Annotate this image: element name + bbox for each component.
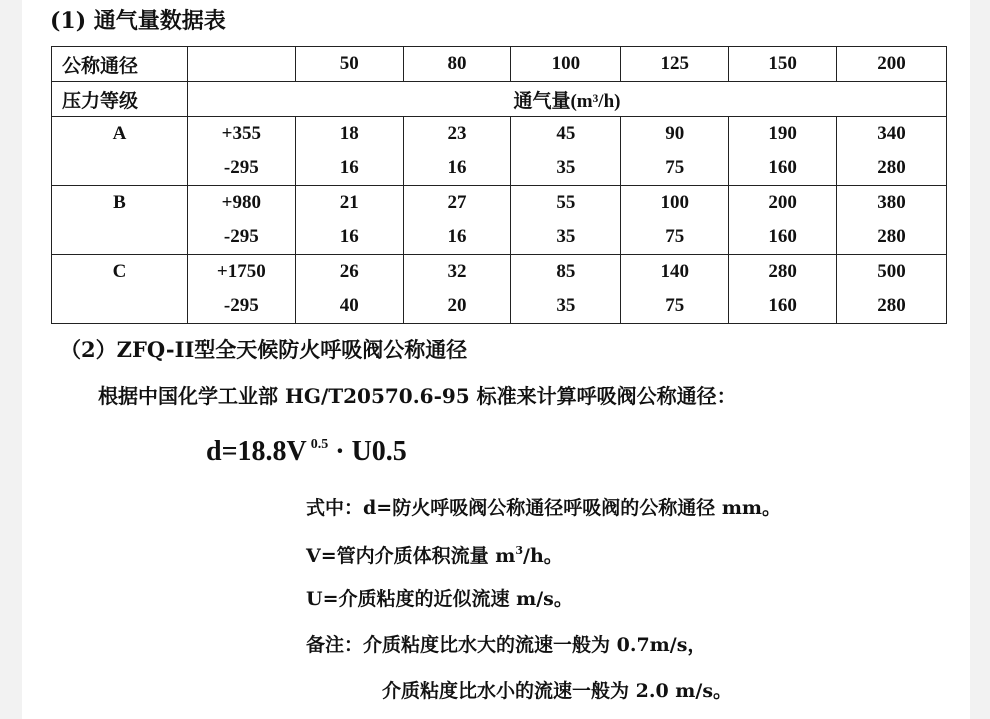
flow-value: 75 — [665, 157, 685, 178]
header-pressure-grade-label: 压力等级 — [52, 82, 188, 117]
formula-exponent: 0.5 — [310, 437, 329, 452]
remark-line-1: 备注：介质粘度比水大的流速一般为 0.7m/s， — [306, 634, 707, 656]
flow-cell — [621, 117, 729, 186]
flow-cell — [837, 117, 947, 186]
where-u-text: U=介质粘度的近似流速 m/s。 — [306, 588, 573, 610]
flow-value: 200 — [768, 192, 797, 213]
flow-cell — [403, 255, 511, 324]
where-v-text — [306, 536, 563, 571]
table-header-row — [52, 47, 947, 82]
flow-value: 32 — [447, 261, 467, 282]
where-v-exponent: 3 — [515, 544, 524, 557]
ventilation-data-table — [51, 46, 947, 324]
formula-main: d=18.8V — [206, 436, 307, 467]
flow-cell — [511, 255, 621, 324]
flow-value: 18 — [339, 123, 359, 144]
flow-value: 40 — [339, 295, 359, 316]
section-title-valve-diameter: （2）ZFQ-II型全天候防火呼吸阀公称通径 — [60, 337, 468, 362]
flow-cell — [511, 117, 621, 186]
flow-cell — [837, 186, 947, 255]
flow-value: 16 — [339, 226, 359, 247]
header-blank-cell — [187, 47, 295, 82]
flow-cell — [403, 186, 511, 255]
pressure-value: +1750 — [216, 261, 266, 282]
flow-value: 280 — [877, 157, 906, 178]
flow-value: 500 — [877, 261, 906, 282]
flow-value: 27 — [447, 192, 467, 213]
flow-value: 35 — [556, 295, 576, 316]
flow-cell — [729, 117, 837, 186]
flow-value: 75 — [665, 226, 685, 247]
flow-value: 16 — [447, 157, 467, 178]
flow-value: 16 — [339, 157, 359, 178]
flow-value: 340 — [877, 123, 906, 144]
table-row-group-a — [52, 117, 947, 186]
where-d-text: 式中：d=防火呼吸阀公称通径呼吸阀的公称通径 mm。 — [306, 497, 782, 519]
flow-value: 75 — [665, 295, 685, 316]
pressure-cell — [187, 117, 295, 186]
flow-cell — [403, 117, 511, 186]
where-v-main: V=管内介质体积流量 m — [306, 545, 516, 567]
flow-cell — [295, 117, 403, 186]
flow-value: 280 — [877, 295, 906, 316]
remark-line-2: 介质粘度比水小的流速一般为 2.0 m/s。 — [382, 680, 733, 702]
standard-intro-text: 根据中国化学工业部 HG/T20570.6-95 标准来计算呼吸阀公称通径： — [98, 384, 737, 408]
flow-cell — [621, 255, 729, 324]
flow-cell — [511, 186, 621, 255]
flow-value: 280 — [877, 226, 906, 247]
flow-value: 35 — [556, 226, 576, 247]
flow-value: 140 — [660, 261, 689, 282]
table-row-group-b — [52, 186, 947, 255]
grade-cell: B — [52, 186, 188, 255]
flow-value: 190 — [768, 123, 797, 144]
header-diameter-cell: 125 — [621, 47, 729, 82]
flow-cell — [295, 186, 403, 255]
flow-cell — [837, 255, 947, 324]
left-margin — [0, 0, 22, 719]
flow-cell — [621, 186, 729, 255]
flow-value: 85 — [556, 261, 576, 282]
pressure-cell — [187, 255, 295, 324]
header-diameter-cell: 100 — [511, 47, 621, 82]
where-v-tail: /h。 — [523, 545, 563, 567]
flow-cell — [729, 186, 837, 255]
pressure-value: +355 — [221, 123, 261, 144]
flow-value: 55 — [556, 192, 576, 213]
flow-value: 16 — [447, 226, 467, 247]
flow-value: 160 — [768, 157, 797, 178]
formula-tail: · U0.5 — [335, 436, 407, 467]
pressure-value: -295 — [223, 226, 259, 247]
flow-cell — [295, 255, 403, 324]
header-nominal-diameter-label: 公称通径 — [52, 47, 188, 82]
right-margin — [968, 0, 990, 719]
document-page — [22, 0, 970, 719]
diameter-formula — [206, 425, 407, 472]
flow-value: 280 — [768, 261, 797, 282]
flow-cell — [729, 255, 837, 324]
pressure-value: +980 — [221, 192, 261, 213]
header-diameter-cell: 200 — [837, 47, 947, 82]
flow-value: 380 — [877, 192, 906, 213]
flow-value: 100 — [660, 192, 689, 213]
flow-value: 160 — [768, 295, 797, 316]
flow-value: 21 — [339, 192, 359, 213]
table-subheader-row — [52, 82, 947, 117]
pressure-value: -295 — [223, 295, 259, 316]
header-flow-rate-label: 通气量(m³/h) — [187, 82, 946, 117]
table-row-group-c — [52, 255, 947, 324]
pressure-value: -295 — [223, 157, 259, 178]
flow-value: 90 — [665, 123, 685, 144]
grade-cell: A — [52, 117, 188, 186]
flow-value: 26 — [339, 261, 359, 282]
header-diameter-cell: 150 — [729, 47, 837, 82]
section-title-ventilation-table: (1) 通气量数据表 — [50, 8, 226, 34]
header-diameter-cell: 50 — [295, 47, 403, 82]
pressure-cell — [187, 186, 295, 255]
flow-value: 23 — [447, 123, 467, 144]
flow-value: 45 — [556, 123, 576, 144]
flow-value: 160 — [768, 226, 797, 247]
header-diameter-cell: 80 — [403, 47, 511, 82]
flow-value: 35 — [556, 157, 576, 178]
grade-cell: C — [52, 255, 188, 324]
flow-value: 20 — [447, 295, 467, 316]
